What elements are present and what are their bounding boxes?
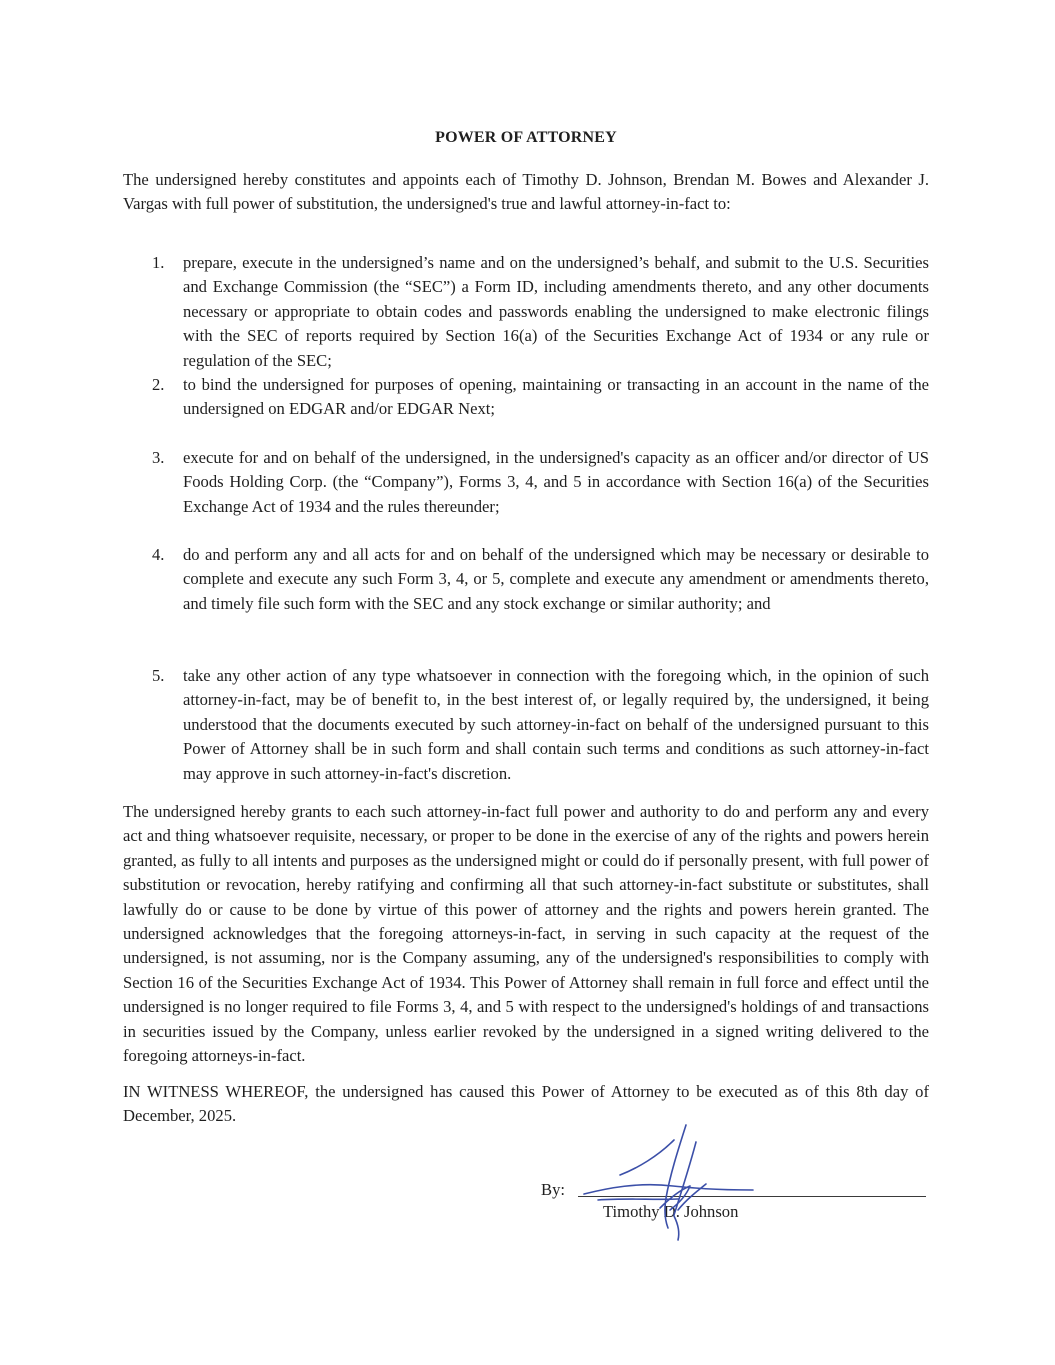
list-item-number: 2. bbox=[152, 375, 165, 394]
intro-paragraph: The undersigned hereby constitutes and appoints each of Timothy D. Johnson, Brendan M. Bowes and Alexander J. Vargas with full power of substitution, the undersigned's true and lawful attorney-in-fact to: bbox=[123, 170, 929, 214]
list-item-text: to bind the undersigned for purposes of opening, maintaining or transacting in an account in the name of the undersigned on EDGAR and/or EDGAR Next; bbox=[183, 375, 929, 419]
signature-block bbox=[538, 1120, 938, 1250]
list-item-text: do and perform any and all acts for and on behalf of the undersigned which may be necessary or desirable to complete and execute any such Form 3, 4, or 5, complete and execute any amendment or amendments thereto, and timely file such form with the SEC and any stock exchange or similar authority; and bbox=[183, 545, 929, 613]
list-item-number: 3. bbox=[152, 448, 165, 467]
list-item-text: prepare, execute in the undersigned’s name and on the undersigned’s behalf, and submit to the U.S. Securities and Exchange Commission (the “SEC”) a Form ID, including amendments thereto, and any other documents necessary or appropriate to obtain codes and passwords enabling the undersigned to make electronic filings with the SEC of reports required by Section 16(a) of the Securities Exchange Act of 1934 or any rule or regulation of the SEC; bbox=[183, 253, 929, 370]
handwritten-signature bbox=[578, 1120, 778, 1245]
document-title: POWER OF ATTORNEY bbox=[435, 129, 617, 146]
list-item-text: take any other action of any type whatsoever in connection with the foregoing which, in the opinion of such attorney-in-fact, may be of benefit to, in the best interest of, or legally required by, the undersigned, it being understood that the documents executed by such attorney-in-fact on behalf of the undersigned pursuant to this Power of Attorney shall be in such form and shall contain such terms and conditions as such attorney-in-fact may approve in such attorney-in-fact's discretion. bbox=[183, 666, 929, 783]
grant-paragraph: The undersigned hereby grants to each such attorney-in-fact full power and authority to do and perform any and every act and thing whatsoever requisite, necessary, or proper to be done in the exercise of any of the rights and powers herein granted, as fully to all intents and purposes as the undersigned might or could do if personally present, with full power of substitution or revocation, hereby ratifying and confirming all that such attorney-in-fact substitute or substitutes, shall lawfully do or cause to be done by virtue of this power of attorney and the rights and powers herein granted. The undersigned acknowledges that the foregoing attorneys-in-fact, in serving in such capacity at the request of the undersigned, is not assuming, nor is the Company assuming, any of the undersigned's responsibilities to comply with Section 16 of the Securities Exchange Act of 1934. This Power of Attorney shall remain in full force and effect until the undersigned is no longer required to file Forms 3, 4, and 5 with respect to the undersigned's holdings of and transactions in securities issued by the Company, unless earlier revoked by the undersigned in a signed writing delivered to the foregoing attorneys-in-fact. bbox=[123, 802, 929, 1066]
list-item-number: 4. bbox=[152, 545, 165, 564]
list-item-number: 5. bbox=[152, 666, 165, 685]
list-item-number: 1. bbox=[152, 253, 165, 272]
by-label: By: bbox=[541, 1180, 565, 1199]
signer-name: Timothy D. Johnson bbox=[603, 1202, 739, 1221]
witness-paragraph: IN WITNESS WHEREOF, the undersigned has caused this Power of Attorney to be executed as of this 8th day of December, 2025. bbox=[123, 1082, 929, 1126]
list-item-text: execute for and on behalf of the undersigned, in the undersigned's capacity as an officer and/or director of US Foods Holding Corp. (the “Company”), Forms 3, 4, and 5 in accordance with Section 16(a) of the Securities Exchange Act of 1934 and the rules thereunder; bbox=[183, 448, 929, 516]
